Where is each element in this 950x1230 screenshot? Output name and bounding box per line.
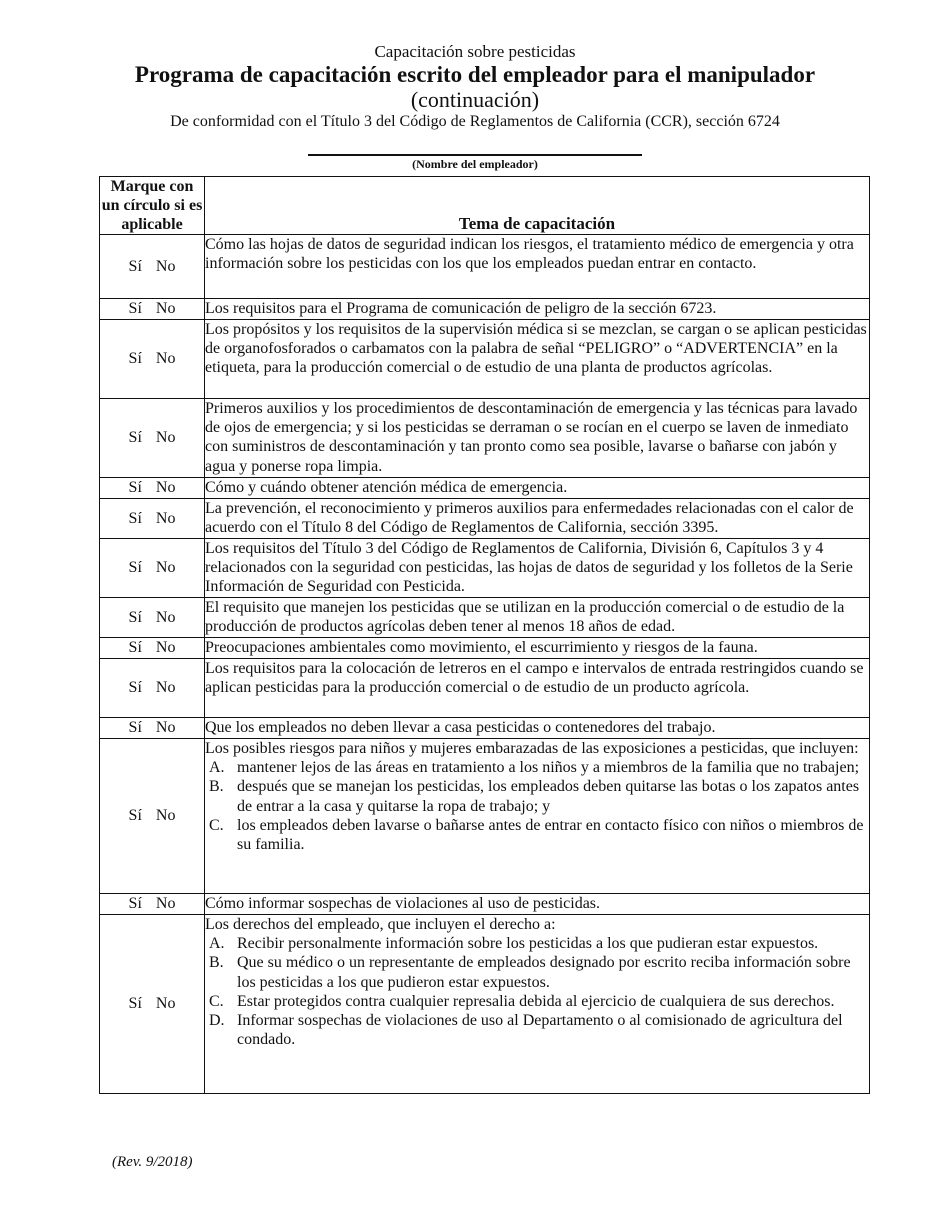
employer-name-line[interactable] [308, 154, 642, 156]
option-yes[interactable]: Sí [128, 479, 142, 496]
topic-cell [205, 478, 870, 499]
yes-no-cell [100, 739, 205, 894]
list-item-text: Informar sospechas de violaciones de uso al Departamento o al comisionado de agricultura del condado. [237, 1012, 843, 1049]
document-kicker: Capacitación sobre pesticidas [374, 42, 576, 61]
option-no[interactable]: No [155, 995, 176, 1012]
list-item-label: A. [209, 935, 225, 953]
option-yes[interactable]: Sí [128, 995, 142, 1012]
table-row [100, 598, 870, 638]
list-item-text: Que su médico o un representante de empleados designado por escrito reciba información sobre los pesticidas a los que pudieron estar expuestos. [237, 954, 851, 991]
table-row [100, 320, 870, 399]
list-item [205, 992, 869, 1011]
yes-no-cell [100, 718, 205, 739]
option-no[interactable]: No [155, 509, 176, 527]
table-row [100, 399, 870, 478]
topic-text: Los requisitos del Título 3 del Código de Reglamentos de California, División 6, Capítulos 3 y 4 relacionados con la seguridad con pesticidas, las hojas de datos de seguridad y los folletos de la Serie Información de Seguridad con Pesticida. [205, 540, 853, 596]
topic-cell [205, 235, 870, 299]
yes-no-cell [100, 235, 205, 299]
yes-no-cell [100, 659, 205, 718]
option-yes[interactable]: Sí [128, 429, 142, 446]
table-row [100, 235, 870, 299]
topic-text: Los propósitos y los requisitos de la supervisión médica si se mezclan, se cargan o se aplican pesticidas de organofosforados o carbamatos con la palabra de señal “PELIGRO” o “ADVERTENCIA” en la etiqueta, para la producción comercial o de estudio de una planta de productos agrícolas. [205, 321, 867, 377]
option-yes[interactable]: Sí [128, 679, 142, 696]
topic-sublist [205, 934, 869, 1049]
list-item-label: C. [209, 816, 224, 834]
yes-no-cell [100, 320, 205, 399]
list-item-label: C. [209, 992, 224, 1010]
option-no[interactable]: No [155, 257, 176, 275]
option-yes[interactable]: Sí [128, 719, 142, 736]
yes-no-cell [100, 894, 205, 915]
list-item-text: mantener lejos de las áreas en tratamiento a los niños y a miembros de la familia que no trabajen; [237, 759, 860, 777]
option-no[interactable]: No [155, 895, 176, 912]
option-yes[interactable]: Sí [128, 257, 142, 275]
option-yes[interactable]: Sí [128, 350, 142, 367]
topic-cell [205, 718, 870, 739]
table-row [100, 739, 870, 894]
table-row [100, 659, 870, 718]
list-item-text: Recibir personalmente información sobre los pesticidas a los que pudieran estar expuestos. [237, 935, 819, 953]
topic-text: Los requisitos para el Programa de comunicación de peligro de la sección 6723. [205, 300, 717, 317]
table-row [100, 638, 870, 659]
option-yes[interactable]: Sí [128, 895, 142, 912]
topic-cell [205, 539, 870, 598]
yes-no-cell [100, 499, 205, 539]
topic-text: Los requisitos para la colocación de letreros en el campo e intervalos de entrada restringidos cuando se aplican pesticidas para la producción comercial o de estudio de un producto agrícola. [205, 660, 864, 697]
list-item-text: después que se manejan los pesticidas, los empleados deben quitarse las botas o los zapatos antes de entrar a la casa y quitarse la ropa de trabajo; y [237, 778, 860, 815]
table-row [100, 539, 870, 598]
revision-date: (Rev. 9/2018) [112, 1154, 193, 1170]
option-no[interactable]: No [155, 429, 176, 446]
topic-text: La prevención, el reconocimiento y primeros auxilios para enfermedades relacionadas con el calor de acuerdo con el Título 8 del Código de Reglamentos de California, sección 3395. [205, 500, 854, 537]
topic-text: Los posibles riesgos para niños y mujeres embarazadas de las exposiciones a pesticidas, que incluyen: [205, 740, 859, 757]
list-item [205, 953, 869, 991]
topic-cell [205, 399, 870, 478]
training-topics-table [99, 176, 870, 1094]
table-row [100, 478, 870, 499]
option-no[interactable]: No [155, 719, 176, 736]
document-title: Programa de capacitación escrito del empleador para el manipulador [134, 62, 816, 87]
option-no[interactable]: No [155, 639, 176, 656]
topic-text: Los derechos del empleado, que incluyen el derecho a: [205, 916, 556, 933]
list-item-label: B. [209, 954, 224, 972]
list-item-label: D. [209, 1012, 225, 1030]
list-item-text: Estar protegidos contra cualquier represalia debida al ejercicio de cualquiera de sus derechos. [237, 992, 835, 1010]
topic-text: Que los empleados no deben llevar a casa pesticidas o contenedores del trabajo. [205, 719, 716, 736]
topic-text: El requisito que manejen los pesticidas que se utilizan en la producción comercial o de estudio de la producción de productos agrícolas deben tener al menos 18 años de edad. [205, 599, 845, 636]
table-row [100, 915, 870, 1094]
option-no[interactable]: No [155, 350, 176, 367]
yes-no-cell [100, 915, 205, 1094]
option-no[interactable]: No [155, 679, 176, 696]
table-row [100, 499, 870, 539]
list-item [205, 934, 869, 953]
topic-sublist [205, 758, 869, 854]
list-item [205, 816, 869, 854]
topic-text: Cómo y cuándo obtener atención médica de emergencia. [205, 479, 568, 496]
list-item-label: A. [209, 759, 225, 777]
option-yes[interactable]: Sí [128, 608, 142, 626]
topic-cell [205, 894, 870, 915]
table-row [100, 894, 870, 915]
topic-text: Cómo las hojas de datos de seguridad indican los riesgos, el tratamiento médico de emergencia y otra información sobre los pesticidas con los que los empleados puedan entrar en contacto. [205, 236, 854, 273]
list-item [205, 777, 869, 815]
option-no[interactable]: No [155, 479, 176, 496]
option-yes[interactable]: Sí [128, 559, 142, 576]
option-yes[interactable]: Sí [128, 639, 142, 656]
topic-cell [205, 638, 870, 659]
option-no[interactable]: No [155, 608, 176, 626]
document-subtitle: (continuación) [410, 87, 540, 112]
yes-no-cell [100, 638, 205, 659]
topic-cell [205, 659, 870, 718]
employer-name-label: (Nombre del empleador) [412, 157, 538, 171]
list-item [205, 1011, 869, 1049]
topic-text: Primeros auxilios y los procedimientos de descontaminación de emergencia y las técnicas para lavado de ojos de emergencia; y si los pesticidas se derraman o se rocían en el cuerpo se laven de inmediato con suministros de descontaminación y tan pronto como sea posible, lavarse o bañarse con jabón y agua y ponerse ropa limpia. [205, 400, 858, 475]
table-header-row [100, 177, 870, 235]
list-item [205, 758, 869, 777]
table-row [100, 299, 870, 320]
topic-text: Cómo informar sospechas de violaciones al uso de pesticidas. [205, 895, 601, 912]
list-item-label: B. [209, 778, 224, 796]
yes-no-cell [100, 478, 205, 499]
column-header-mark: Marque con un círculo si es aplicable [100, 177, 205, 235]
yes-no-cell [100, 539, 205, 598]
topic-cell [205, 739, 870, 894]
topic-cell [205, 320, 870, 399]
topic-cell [205, 915, 870, 1094]
option-yes[interactable]: Sí [128, 509, 142, 527]
column-header-topic: Tema de capacitación [205, 177, 870, 235]
yes-no-cell [100, 598, 205, 638]
topic-text: Preocupaciones ambientales como movimiento, el escurrimiento y riesgos de la fauna. [205, 639, 758, 656]
list-item-text: los empleados deben lavarse o bañarse antes de entrar en contacto físico con niños o miembros de su familia. [237, 816, 864, 854]
table-row [100, 718, 870, 739]
option-yes[interactable]: Sí [128, 300, 142, 317]
option-no[interactable]: No [155, 300, 176, 317]
yes-no-cell [100, 399, 205, 478]
regulation-reference: De conformidad con el Título 3 del Código de Reglamentos de California (CCR), sección 6724 [170, 113, 780, 130]
document-header [0, 42, 950, 172]
yes-no-cell [100, 299, 205, 320]
topic-cell [205, 598, 870, 638]
option-no[interactable]: No [155, 559, 176, 576]
option-no[interactable]: No [155, 807, 176, 824]
topic-cell [205, 299, 870, 320]
topic-cell [205, 499, 870, 539]
option-yes[interactable]: Sí [128, 807, 142, 824]
